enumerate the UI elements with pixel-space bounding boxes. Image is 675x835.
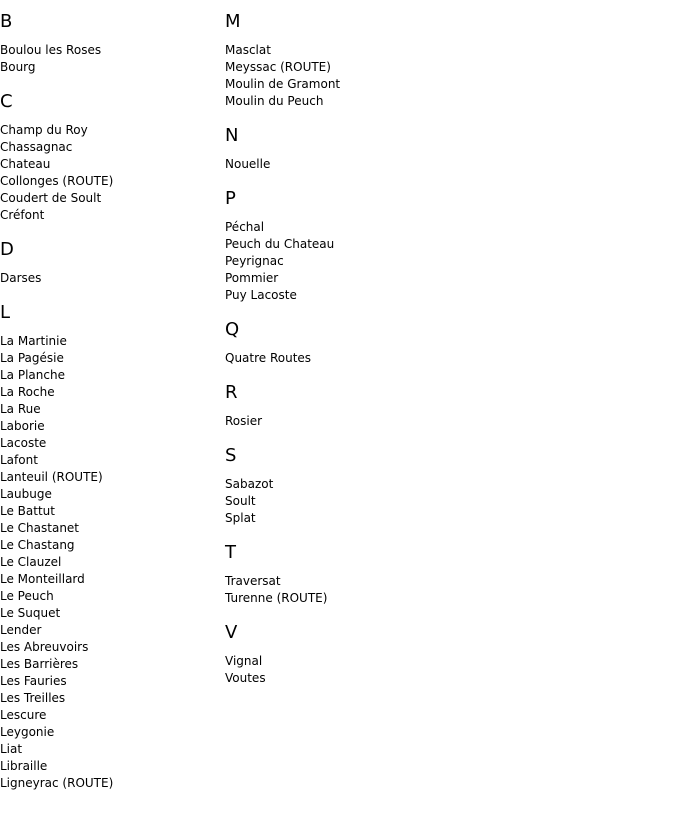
- place-list-item: Le Monteillard: [0, 572, 85, 586]
- place-list: [0, 42, 220, 76]
- place-list: [225, 156, 665, 173]
- section-letter-heading: S: [225, 445, 237, 466]
- place-list-item: Bourg: [0, 60, 36, 74]
- place-list-item: Ligneyrac (ROUTE): [0, 776, 114, 790]
- section-letter-heading: R: [225, 382, 238, 403]
- place-list-item: Chateau: [0, 157, 51, 171]
- place-list-item: Lender: [0, 623, 42, 637]
- place-list: [225, 476, 665, 527]
- right-column: [225, 10, 665, 687]
- place-list-item: Darses: [0, 271, 42, 285]
- letter-group-n: [225, 124, 665, 173]
- place-list-item: La Pagésie: [0, 351, 64, 365]
- place-list-item: Le Battut: [0, 504, 55, 518]
- place-list-item: Libraille: [0, 759, 48, 773]
- place-list-item: Laubuge: [0, 487, 52, 501]
- letter-group-t: [225, 541, 665, 607]
- section-letter-heading: T: [225, 542, 236, 563]
- section-letter-heading: Q: [225, 319, 240, 340]
- place-list-item: La Planche: [0, 368, 65, 382]
- place-list-item: Le Clauzel: [0, 555, 62, 569]
- section-letter-heading: C: [0, 91, 13, 112]
- section-letter-heading: B: [0, 11, 13, 32]
- section-letter-heading: V: [225, 622, 238, 643]
- place-list-item: Traversat: [225, 574, 281, 588]
- letter-group-s: [225, 444, 665, 527]
- place-list-item: Le Peuch: [0, 589, 54, 603]
- place-list: [0, 122, 220, 224]
- letter-group-m: [225, 10, 665, 110]
- letter-group-l: [0, 301, 220, 792]
- place-list-item: Le Chastang: [0, 538, 75, 552]
- place-list: [0, 270, 220, 287]
- place-list-item: Peyrignac: [225, 254, 284, 268]
- place-list-item: La Martinie: [0, 334, 67, 348]
- place-list-item: Sabazot: [225, 477, 274, 491]
- place-list-item: Moulin du Peuch: [225, 94, 324, 108]
- section-letter-heading: P: [225, 188, 236, 209]
- place-list-item: Splat: [225, 511, 256, 525]
- place-list-item: Lanteuil (ROUTE): [0, 470, 103, 484]
- place-list-item: Liat: [0, 742, 23, 756]
- place-list-item: Vignal: [225, 654, 263, 668]
- place-list-item: Les Fauries: [0, 674, 67, 688]
- letter-group-q: [225, 318, 665, 367]
- place-list-item: Chassagnac: [0, 140, 73, 154]
- place-list-item: Les Barrières: [0, 657, 79, 671]
- place-list-item: Voutes: [225, 671, 266, 685]
- letter-group-v: [225, 621, 665, 687]
- place-list: [225, 573, 665, 607]
- place-list-item: La Rue: [0, 402, 41, 416]
- place-list-item: Moulin de Gramont: [225, 77, 341, 91]
- place-list: [225, 653, 665, 687]
- letter-group-r: [225, 381, 665, 430]
- place-list-item: Meyssac (ROUTE): [225, 60, 331, 74]
- place-list-item: Puy Lacoste: [225, 288, 297, 302]
- section-letter-heading: M: [225, 11, 241, 32]
- place-list-item: Quatre Routes: [225, 351, 312, 365]
- place-list-item: Créfont: [0, 208, 45, 222]
- place-list-item: Boulou les Roses: [0, 43, 102, 57]
- place-list-item: Leygonie: [0, 725, 55, 739]
- place-list-item: Lescure: [0, 708, 47, 722]
- place-list-item: Pommier: [225, 271, 279, 285]
- place-list-item: Lafont: [0, 453, 38, 467]
- letter-group-d: [0, 238, 220, 287]
- letter-group-c: [0, 90, 220, 224]
- place-list-item: Péchal: [225, 220, 265, 234]
- place-list-item: Le Chastanet: [0, 521, 80, 535]
- place-list: [225, 42, 665, 110]
- place-list-item: Soult: [225, 494, 256, 508]
- place-list-item: Les Abreuvoirs: [0, 640, 89, 654]
- section-letter-heading: D: [0, 239, 14, 260]
- place-list-item: Le Suquet: [0, 606, 61, 620]
- letter-group-p: [225, 187, 665, 304]
- place-list: [225, 219, 665, 304]
- place-list-item: Collonges (ROUTE): [0, 174, 114, 188]
- place-list-item: La Roche: [0, 385, 55, 399]
- place-list-item: Rosier: [225, 414, 263, 428]
- place-list-item: Coudert de Soult: [0, 191, 102, 205]
- place-list-item: Peuch du Chateau: [225, 237, 335, 251]
- place-list: [0, 333, 220, 792]
- place-list-item: Laborie: [0, 419, 45, 433]
- place-list-item: Champ du Roy: [0, 123, 88, 137]
- place-list-item: Nouelle: [225, 157, 271, 171]
- place-list-item: Turenne (ROUTE): [225, 591, 328, 605]
- place-list-item: Les Treilles: [0, 691, 66, 705]
- place-list-item: Masclat: [225, 43, 271, 57]
- place-list-item: Lacoste: [0, 436, 47, 450]
- section-letter-heading: N: [225, 125, 239, 146]
- letter-group-b: [0, 10, 220, 76]
- left-column: [0, 10, 220, 792]
- section-letter-heading: L: [0, 302, 11, 323]
- place-list: [225, 350, 665, 367]
- place-list: [225, 413, 665, 430]
